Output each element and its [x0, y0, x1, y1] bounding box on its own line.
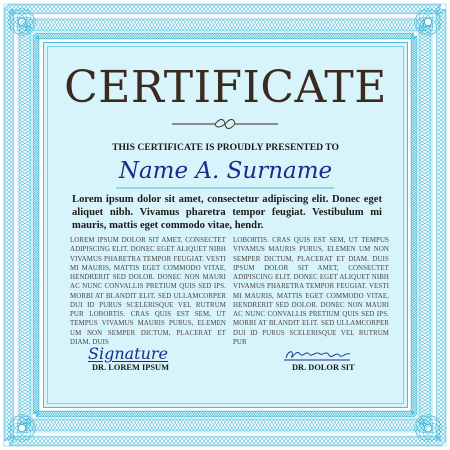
presented-to-heading: THIS CERTIFICATE IS PROUDLY PRESENTED TO: [112, 142, 339, 153]
body-text-right: LOBORTIS. CRAS QUIS EST SEM, UT TEMPUS VIVAMUS MAURIS PURUS, ELEMEN UM NON SEMPER DICTUM, PLACERAT ET DIAM. DUIS IPSUM DOLOR SIT AMET, CONSECTET ADIPISCING ELIT. DONEC EGET ALIQUET NIBH VIVAMUS PHARETRA TEMPOR FEUGIAT. VESTI MI MAURIS, MATTIS EGET COMMODO VITAE, HENDRERIT SED DOLOR. DONEC NON MAURI AC NUNC CONVALLIS PRETIUM QUIS SED IPS. MORBI AT BLANDIT ELIT. SED ULLAMCORPER DUI ID PURUS SCELERISQUE VEL RUTRUM PUR: [233, 237, 389, 346]
certificate-title: CERTIFICATE: [64, 62, 387, 113]
signer-name-right: DR. DOLOR SIT: [292, 363, 355, 372]
signer-name-left: DR. LOREM IPSUM: [92, 363, 170, 372]
recipient-name: Name A. Surname: [118, 158, 333, 184]
signature-left: Signature: [88, 344, 169, 363]
certificate-statement: Lorem ipsum dolor sit amet, consectetur adipiscing elit. Donec eget aliquet nibh. Vivamus pharetra tempor feugiat. Vestibulum mi mauris, mattis eget commodo vitae, hendr.: [72, 194, 382, 231]
body-text-left: LOREM IPSUM DOLOR SIT AMET, CONSECTET ADIPISCING ELIT. DONEC EGET ALIQUET NIBH VIVAMUS PHARETRA TEMPOR FEUGIAT. VESTI MI MAURIS, MATTIS EGET COMMODO VITAE, HENDRERIT SED DOLOR. DONEC NON MAURI AC NUNC CONVALLIS PRETIUM QUIS SED IPS. MORBI AT BLANDIT ELIT. SED ULLAMCORPER DUI ID PURUS SCELERISQUE VEL RUTRUM PUR LOBORTIS. CRAS QUIS EST SEM, UT TEMPUS VIVAMUS MAURIS PURUS, ELEMEN UM NON SEMPER DICTUM, PLACERAT ET DIAM. DUIS: [70, 237, 226, 346]
